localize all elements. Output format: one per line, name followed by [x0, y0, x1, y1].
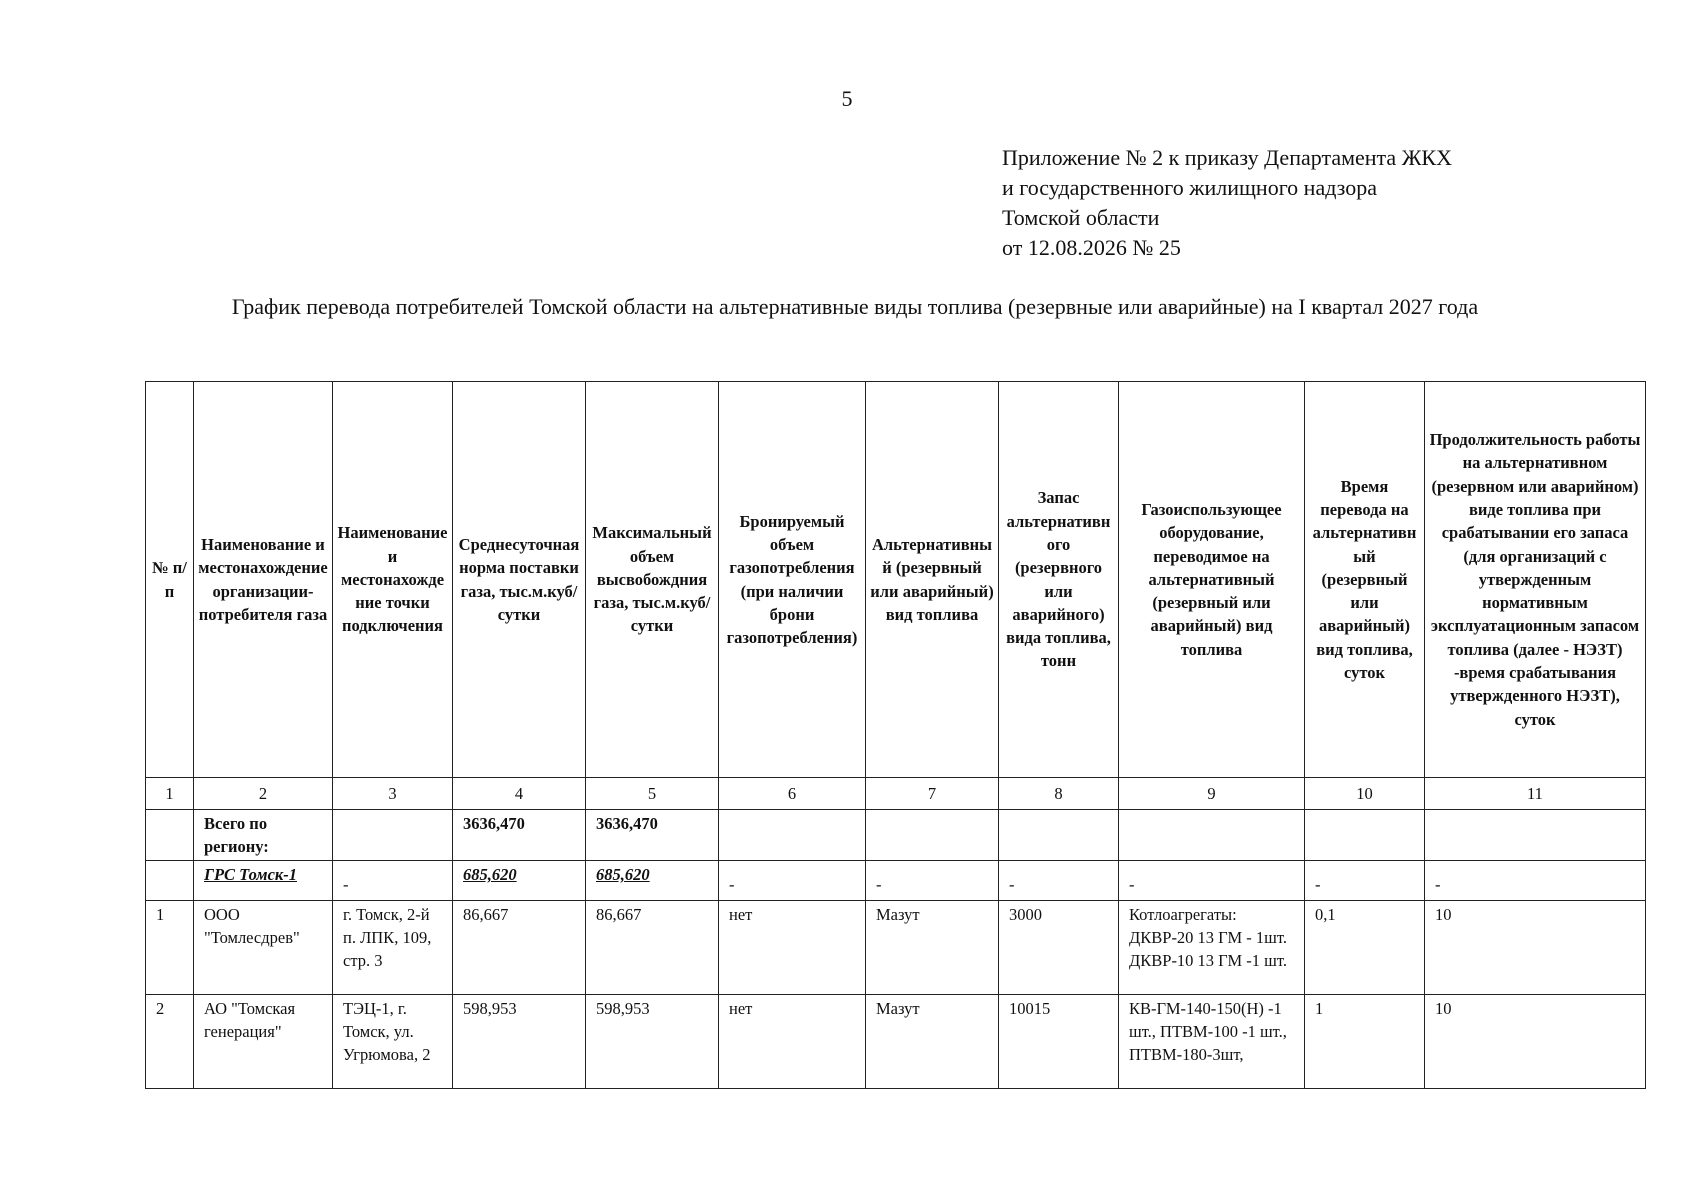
switch-time-cell: 0,1: [1305, 901, 1425, 995]
grs-dash-cell: [719, 861, 866, 901]
fuel-stock-cell: 10015: [999, 995, 1119, 1089]
grs-dash-cell: [866, 861, 999, 901]
organization-cell: АО "Томская генерация": [194, 995, 333, 1089]
max-volume-cell: 598,953: [586, 995, 719, 1089]
column-number: 6: [719, 778, 866, 810]
dash: -: [1315, 875, 1321, 894]
row-number: 1: [146, 901, 194, 995]
dash: -: [876, 875, 882, 894]
document-title: График перевода потребителей Томской области на альтернативные виды топлива (резервные или аварийные) на I квартал 2027 года: [231, 294, 1479, 319]
total-row: [146, 810, 1646, 861]
total-max-volume: 3636,470: [586, 810, 719, 861]
dash: -: [343, 875, 349, 894]
table-cell: [146, 810, 194, 861]
grs-max-volume: 685,620: [586, 861, 719, 901]
grs-dash-cell: [999, 861, 1119, 901]
header-cell-number: № п/п: [146, 382, 194, 778]
duration-cell: 10: [1425, 995, 1646, 1089]
dash: -: [1009, 875, 1015, 894]
table-cell: [146, 861, 194, 901]
grs-avg-norm: 685,620: [453, 861, 586, 901]
table-cell: [1425, 810, 1646, 861]
header-cell-fuel-stock: Запас альтернативного (резервного или аварийного) вида топлива, тонн: [999, 382, 1119, 778]
max-volume-cell: 86,667: [586, 901, 719, 995]
annex-line: и государственного жилищного надзора: [1002, 175, 1378, 200]
total-label: Всего по региону:: [194, 810, 333, 861]
equipment-cell: Котлоагрегаты: ДКВР-20 13 ГМ - 1шт. ДКВР-10 13 ГМ -1 шт.: [1119, 901, 1305, 995]
row-number: 2: [146, 995, 194, 1089]
table-header-row: [146, 382, 1646, 778]
avg-norm-cell: 598,953: [453, 995, 586, 1089]
column-number: 2: [194, 778, 333, 810]
column-number: 3: [333, 778, 453, 810]
table-row: [146, 901, 1646, 995]
alt-fuel-cell: Мазут: [866, 901, 999, 995]
grs-label: ГРС Томск-1: [194, 861, 333, 901]
annex-block: [1002, 143, 1452, 263]
column-number: 10: [1305, 778, 1425, 810]
column-number: 7: [866, 778, 999, 810]
annex-date-line: от 12.08.2026 № 25: [1002, 235, 1181, 260]
dash: -: [729, 875, 735, 894]
table-cell: [1119, 810, 1305, 861]
column-number: 11: [1425, 778, 1646, 810]
table-cell: [866, 810, 999, 861]
header-cell-duration: Продолжительность работы на альтернативном (резервном или аварийном) виде топлива при срабатывании его запаса (для организаций с утвержденным нормативным эксплуатационным запасом топлива (далее - НЭЗТ) -время срабатывания утвержденного НЭЗТ), суток: [1425, 382, 1646, 778]
grs-dash-cell: [333, 861, 453, 901]
schedule-table: [145, 381, 1646, 1089]
column-number: 4: [453, 778, 586, 810]
annex-line: Томской области: [1002, 205, 1160, 230]
grs-dash-cell: [1425, 861, 1646, 901]
header-cell-avg-norm: Среднесуточная норма поставки газа, тыс.м.куб/сутки: [453, 382, 586, 778]
connection-point-cell: ТЭЦ-1, г. Томск, ул. Угрюмова, 2: [333, 995, 453, 1089]
header-cell-connection-point: Наименование и местонахождение точки подключения: [333, 382, 453, 778]
grs-dash-cell: [1119, 861, 1305, 901]
equipment-cell: КВ-ГМ-140-150(Н) -1 шт., ПТВМ-100 -1 шт., ПТВМ-180-3шт,: [1119, 995, 1305, 1089]
column-number: 9: [1119, 778, 1305, 810]
dash: -: [1435, 875, 1441, 894]
total-avg-norm: 3636,470: [453, 810, 586, 861]
header-cell-max-volume: Максимальный объем высвобождния газа, тыс.м.куб/сутки: [586, 382, 719, 778]
grs-row: [146, 861, 1646, 901]
switch-time-cell: 1: [1305, 995, 1425, 1089]
header-cell-reserved-volume: Бронируемый объем газопотребления (при наличии брони газопотребления): [719, 382, 866, 778]
grs-dash-cell: [1305, 861, 1425, 901]
header-cell-alt-fuel: Альтернативный (резервный или аварийный) вид топлива: [866, 382, 999, 778]
column-number-row: [146, 778, 1646, 810]
page-number: 5: [841, 86, 853, 111]
organization-cell: ООО "Томлесдрев": [194, 901, 333, 995]
reserved-volume-cell: нет: [719, 901, 866, 995]
table-cell: [999, 810, 1119, 861]
header-cell-organization: Наименование и местонахождение организации-потребителя газа: [194, 382, 333, 778]
table-cell: [719, 810, 866, 861]
column-number: 5: [586, 778, 719, 810]
duration-cell: 10: [1425, 901, 1646, 995]
header-cell-equipment: Газоиспользующее оборудование, переводимое на альтернативный (резервный или аварийный) вид топлива: [1119, 382, 1305, 778]
dash: -: [1129, 875, 1135, 894]
alt-fuel-cell: Мазут: [866, 995, 999, 1089]
column-number: 1: [146, 778, 194, 810]
header-cell-switch-time: Время перевода на альтернативный (резервный или аварийный) вид топлива, суток: [1305, 382, 1425, 778]
column-number: 8: [999, 778, 1119, 810]
table-row: [146, 995, 1646, 1089]
table-cell: [1305, 810, 1425, 861]
fuel-stock-cell: 3000: [999, 901, 1119, 995]
connection-point-cell: г. Томск, 2-й п. ЛПК, 109, стр. 3: [333, 901, 453, 995]
annex-line: Приложение № 2 к приказу Департамента ЖКХ: [1002, 145, 1452, 170]
table-cell: [333, 810, 453, 861]
reserved-volume-cell: нет: [719, 995, 866, 1089]
avg-norm-cell: 86,667: [453, 901, 586, 995]
